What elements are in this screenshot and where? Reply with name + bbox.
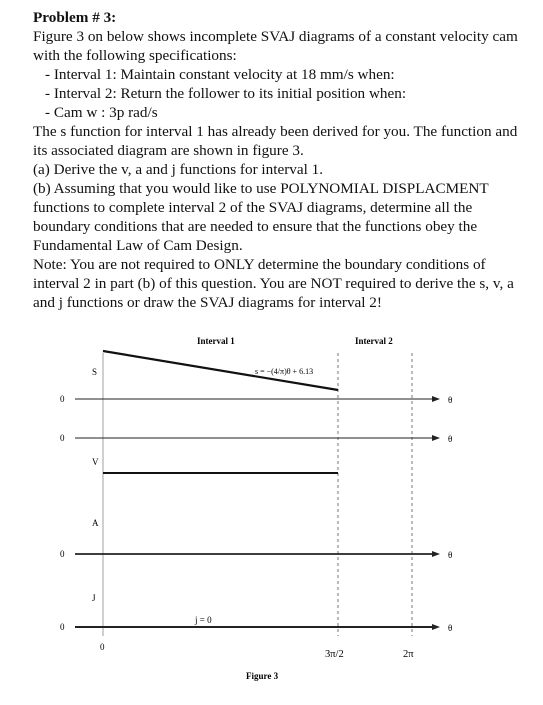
j-equation: j = 0 (195, 615, 212, 625)
spec-interval-1: - Interval 1: Maintain constant velocity at 18 mm/s when: (45, 66, 395, 83)
svaj-figure (0, 328, 543, 700)
a-zero-label: 0 (60, 549, 65, 559)
j-axis-arrow (432, 624, 440, 630)
v-axis-arrow (432, 435, 440, 441)
note: Note: You are not required to ONLY determine the boundary conditions of interval 2 in part (b) of this question. You are NOT required to derive the s, v, a and j functions or draw the SVAJ diagrams for interval 2! (33, 256, 514, 311)
problem-title: Problem # 3: (33, 9, 117, 26)
part-a: (a) Derive the v, a and j functions for interval 1. (33, 161, 324, 178)
s-zero-label: 0 (60, 394, 65, 404)
spec-interval-2: - Interval 2: Return the follower to its initial position when: (45, 85, 407, 102)
a-axis-label: A (92, 518, 99, 528)
figure-caption: Figure 3 (246, 671, 279, 681)
j-axis-label: J (92, 593, 96, 603)
problem-text (33, 8, 533, 312)
s-axis-arrow (432, 396, 440, 402)
a-theta-label: θ (448, 550, 453, 560)
part-b: (b) Assuming that you would like to use POLYNOMIAL DISPLACMENT functions to complete interval 2 of the SVAJ diagrams, determine all the boundary conditions that are needed to ensure that the functions obey the Fundamental Law of Cam Design. (33, 180, 489, 254)
v-theta-label: θ (448, 434, 453, 444)
x-tick-2pi: 2π (403, 649, 414, 660)
s-axis-label: S (92, 367, 98, 377)
s-equation: s = −(4/π)θ + 6.13 (255, 367, 314, 376)
v-zero-label: 0 (60, 433, 65, 443)
x-tick-3pi2: 3π/2 (325, 649, 344, 660)
problem-intro: Figure 3 on below shows incomplete SVAJ diagrams of a constant velocity cam with the following specifications: (33, 28, 518, 64)
x-tick-zero: 0 (100, 642, 105, 652)
j-zero-label: 0 (60, 622, 65, 632)
j-theta-label: θ (448, 623, 453, 633)
s-theta-label: θ (448, 395, 453, 405)
v-axis-label: V (92, 457, 99, 467)
spec-cam-speed: - Cam w : 3p rad/s (45, 104, 158, 121)
interval-1-label: Interval 1 (197, 336, 235, 346)
a-axis-arrow (432, 551, 440, 557)
s-function-note: The s function for interval 1 has already been derived for you. The function and its associated diagram are shown in figure 3. (33, 123, 518, 159)
interval-2-label: Interval 2 (355, 336, 393, 346)
